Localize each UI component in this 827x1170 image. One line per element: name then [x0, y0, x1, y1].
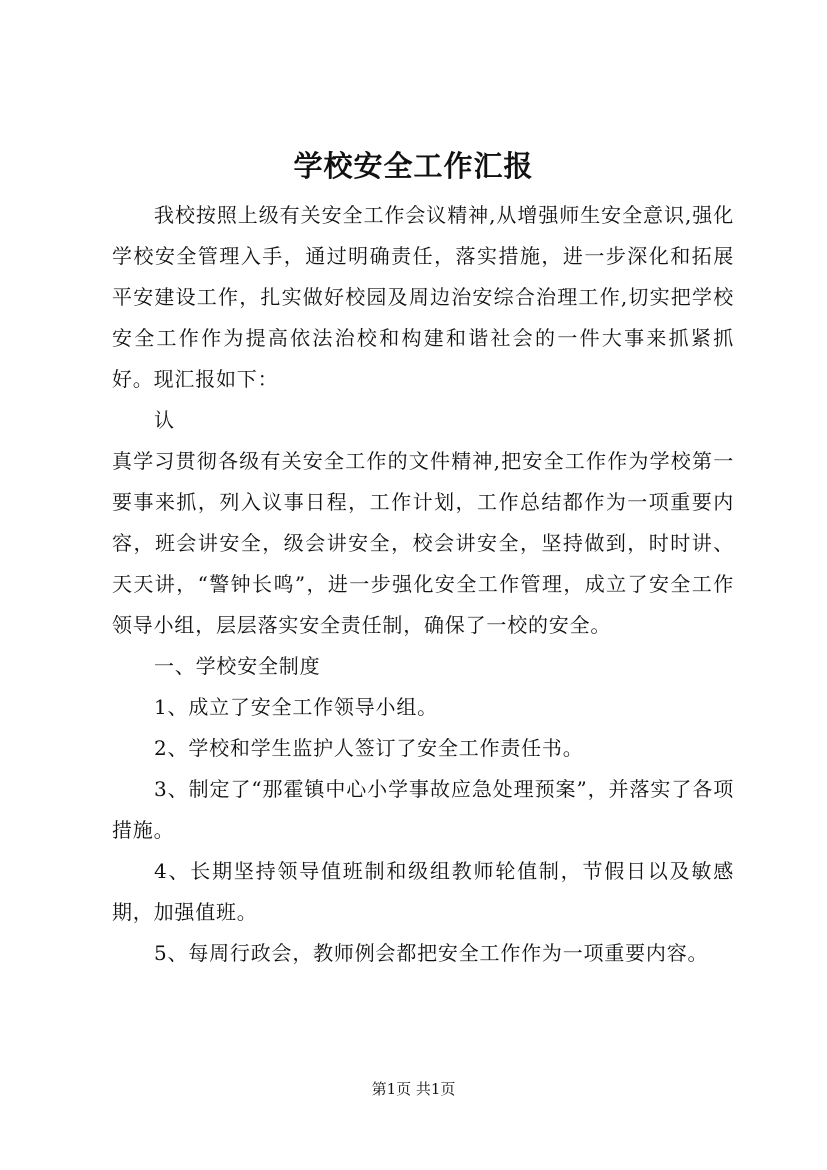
section-heading: 一、学校安全制度: [154, 654, 321, 678]
page-footer: 第1页 共1页: [371, 1080, 456, 1098]
list-item: 5、每周行政会，教师例会都把安全工作作为一项重要内容。: [154, 941, 709, 965]
intro-paragraph: 我校按照上级有关安全工作会议精神,从增强师生安全意识,强化学校安全管理入手，通过明确责任，落实措施，进一步深化和拓展平安建设工作，扎实做好校园及周边治安综合治理工作,切实把学校安全工作作为提高依法治校和构建和谐社会的一件大事来抓紧抓好。现汇报如下：: [112, 203, 734, 391]
list-item: 1、成立了安全工作领导小组。: [154, 695, 438, 719]
document-body: [112, 195, 734, 974]
list-item: 2、学校和学生监护人签订了安全工作责任书。: [154, 736, 584, 760]
study-paragraph: 真学习贯彻各级有关安全工作的文件精神,把安全工作作为学校第一要事来抓，列入议事日程，工作计划，工作总结都作为一项重要内容，班会讲安全，级会讲安全，校会讲安全，坚持做到，时时讲、天天讲，“警钟长鸣”，进一步强化安全工作管理，成立了安全工作领导小组，层层落实安全责任制，确保了一校的安全。: [112, 449, 734, 637]
list-item: 4、长期坚持领导值班制和级组教师轮值制，节假日以及敏感期，加强值班。: [112, 859, 734, 924]
list-item: 3、制定了“那霍镇中心小学事故应急处理预案”，并落实了各项措施。: [112, 777, 734, 842]
document-title: 学校安全工作汇报: [293, 149, 534, 183]
paragraph-fragment: 认: [154, 408, 175, 432]
